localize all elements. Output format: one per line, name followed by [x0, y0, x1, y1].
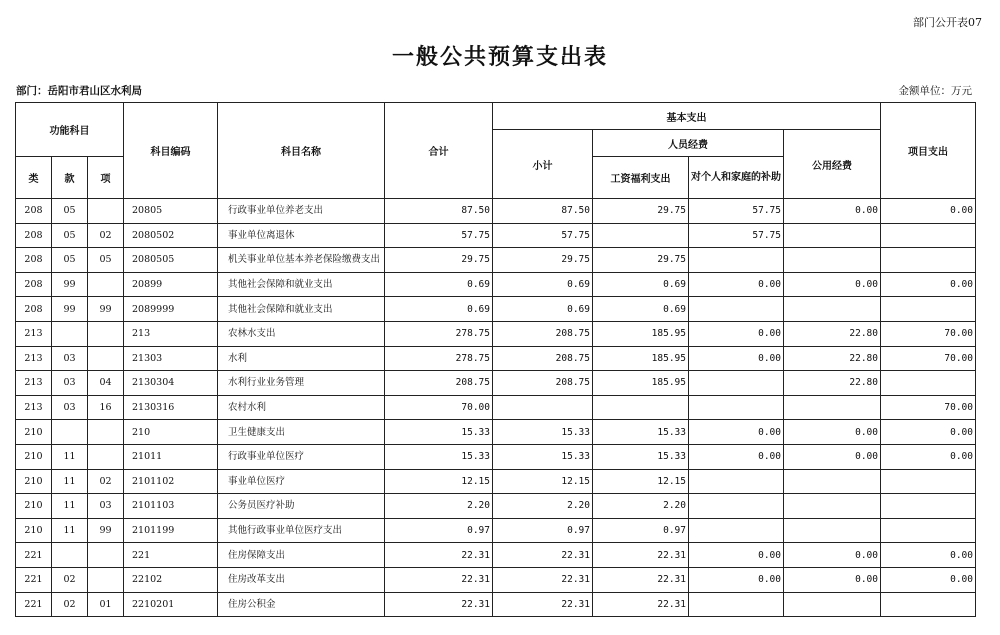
cell-lei: 221 [16, 567, 52, 592]
cell-code: 20805 [124, 199, 218, 224]
cell-lei: 208 [16, 223, 52, 248]
cell-xiang [88, 199, 124, 224]
table-row [16, 395, 976, 420]
cell-name: 住房保障支出 [218, 543, 385, 568]
cell-name: 行政事业单位养老支出 [218, 199, 385, 224]
cell-kuan [52, 321, 88, 346]
cell-code: 2130304 [124, 371, 218, 396]
cell-wages: 15.33 [593, 420, 689, 445]
cell-subtotal: 22.31 [493, 567, 593, 592]
table-row [16, 321, 976, 346]
cell-total: 0.69 [385, 297, 493, 322]
cell-total: 278.75 [385, 321, 493, 346]
header-total: 合计 [385, 103, 493, 199]
cell-subtotal: 29.75 [493, 248, 593, 273]
header-func-subject: 功能科目 [16, 103, 124, 157]
cell-wages: 12.15 [593, 469, 689, 494]
header-subtotal: 小计 [493, 130, 593, 199]
header-xiang: 项 [88, 157, 124, 199]
table-row [16, 371, 976, 396]
cell-lei: 213 [16, 321, 52, 346]
cell-lei: 210 [16, 444, 52, 469]
cell-project [881, 494, 976, 519]
cell-code: 2101103 [124, 494, 218, 519]
cell-name: 公务员医疗补助 [218, 494, 385, 519]
cell-xiang: 16 [88, 395, 124, 420]
cell-project [881, 592, 976, 617]
table-row [16, 567, 976, 592]
cell-project [881, 248, 976, 273]
cell-project: 70.00 [881, 321, 976, 346]
cell-kuan: 03 [52, 395, 88, 420]
cell-xiang: 04 [88, 371, 124, 396]
cell-subtotal: 87.50 [493, 199, 593, 224]
cell-lei: 213 [16, 371, 52, 396]
cell-total: 70.00 [385, 395, 493, 420]
cell-xiang: 99 [88, 297, 124, 322]
cell-xiang: 05 [88, 248, 124, 273]
cell-name: 事业单位医疗 [218, 469, 385, 494]
cell-wages: 185.95 [593, 321, 689, 346]
cell-project [881, 518, 976, 543]
cell-wages: 22.31 [593, 567, 689, 592]
cell-subtotal: 15.33 [493, 444, 593, 469]
cell-kuan: 05 [52, 248, 88, 273]
cell-name: 卫生健康支出 [218, 420, 385, 445]
cell-name: 水利行业业务管理 [218, 371, 385, 396]
table-row [16, 248, 976, 273]
cell-total: 0.69 [385, 272, 493, 297]
cell-total: 22.31 [385, 543, 493, 568]
cell-project: 0.00 [881, 272, 976, 297]
cell-kuan: 99 [52, 297, 88, 322]
cell-individual [689, 297, 784, 322]
department-label: 部门：岳阳市君山区水利局 [16, 85, 142, 97]
cell-lei: 213 [16, 395, 52, 420]
cell-public [784, 518, 881, 543]
cell-kuan [52, 543, 88, 568]
cell-code: 2101199 [124, 518, 218, 543]
header-name: 科目名称 [218, 103, 385, 199]
table-row [16, 272, 976, 297]
cell-name: 其他行政事业单位医疗支出 [218, 518, 385, 543]
cell-project: 0.00 [881, 567, 976, 592]
cell-public [784, 494, 881, 519]
cell-code: 213 [124, 321, 218, 346]
cell-wages [593, 395, 689, 420]
cell-project: 0.00 [881, 199, 976, 224]
cell-individual [689, 248, 784, 273]
cell-name: 其他社会保障和就业支出 [218, 297, 385, 322]
cell-subtotal: 0.69 [493, 272, 593, 297]
cell-public: 22.80 [784, 321, 881, 346]
cell-kuan: 11 [52, 469, 88, 494]
cell-individual: 0.00 [689, 272, 784, 297]
cell-code: 2130316 [124, 395, 218, 420]
cell-individual: 0.00 [689, 346, 784, 371]
cell-subtotal: 0.69 [493, 297, 593, 322]
cell-public: 22.80 [784, 346, 881, 371]
header-kuan: 款 [52, 157, 88, 199]
cell-project: 0.00 [881, 543, 976, 568]
cell-subtotal: 2.20 [493, 494, 593, 519]
cell-project: 70.00 [881, 346, 976, 371]
cell-kuan: 02 [52, 567, 88, 592]
cell-subtotal: 208.75 [493, 346, 593, 371]
cell-code: 2210201 [124, 592, 218, 617]
cell-kuan: 11 [52, 518, 88, 543]
cell-individual: 0.00 [689, 321, 784, 346]
cell-subtotal: 22.31 [493, 543, 593, 568]
cell-public [784, 297, 881, 322]
cell-individual: 0.00 [689, 567, 784, 592]
header-basic: 基本支出 [493, 103, 881, 130]
cell-xiang [88, 444, 124, 469]
table-body [16, 199, 976, 617]
cell-kuan: 11 [52, 444, 88, 469]
cell-code: 2089999 [124, 297, 218, 322]
cell-kuan: 03 [52, 371, 88, 396]
table-row [16, 223, 976, 248]
cell-subtotal: 208.75 [493, 371, 593, 396]
cell-xiang: 01 [88, 592, 124, 617]
cell-wages: 15.33 [593, 444, 689, 469]
cell-individual [689, 518, 784, 543]
cell-lei: 208 [16, 272, 52, 297]
cell-lei: 210 [16, 420, 52, 445]
cell-name: 其他社会保障和就业支出 [218, 272, 385, 297]
cell-name: 事业单位离退休 [218, 223, 385, 248]
cell-public [784, 395, 881, 420]
cell-kuan: 05 [52, 199, 88, 224]
cell-total: 12.15 [385, 469, 493, 494]
cell-individual [689, 592, 784, 617]
cell-subtotal: 208.75 [493, 321, 593, 346]
cell-total: 15.33 [385, 444, 493, 469]
table-row [16, 346, 976, 371]
cell-public: 0.00 [784, 199, 881, 224]
cell-wages: 29.75 [593, 199, 689, 224]
cell-xiang [88, 346, 124, 371]
cell-lei: 208 [16, 199, 52, 224]
cell-name: 行政事业单位医疗 [218, 444, 385, 469]
cell-lei: 221 [16, 543, 52, 568]
table-row [16, 199, 976, 224]
cell-subtotal: 57.75 [493, 223, 593, 248]
cell-public: 0.00 [784, 272, 881, 297]
cell-individual: 0.00 [689, 420, 784, 445]
cell-total: 57.75 [385, 223, 493, 248]
cell-wages: 22.31 [593, 543, 689, 568]
cell-wages [593, 223, 689, 248]
table-row [16, 297, 976, 322]
cell-total: 22.31 [385, 592, 493, 617]
page-title: 一般公共预算支出表 [391, 45, 608, 70]
cell-subtotal: 0.97 [493, 518, 593, 543]
table-row [16, 469, 976, 494]
header-lei: 类 [16, 157, 52, 199]
cell-project: 0.00 [881, 420, 976, 445]
header-public: 公用经费 [784, 130, 881, 199]
cell-code: 221 [124, 543, 218, 568]
cell-code: 2080505 [124, 248, 218, 273]
cell-public: 0.00 [784, 420, 881, 445]
cell-xiang [88, 321, 124, 346]
cell-total: 0.97 [385, 518, 493, 543]
cell-kuan [52, 420, 88, 445]
header-individual: 对个人和家庭的补助 [689, 157, 784, 199]
cell-xiang: 02 [88, 469, 124, 494]
cell-lei: 210 [16, 469, 52, 494]
cell-project [881, 371, 976, 396]
cell-project: 0.00 [881, 444, 976, 469]
cell-total: 15.33 [385, 420, 493, 445]
cell-code: 2101102 [124, 469, 218, 494]
cell-wages: 185.95 [593, 371, 689, 396]
cell-xiang [88, 543, 124, 568]
cell-project: 70.00 [881, 395, 976, 420]
cell-name: 住房改革支出 [218, 567, 385, 592]
cell-xiang [88, 420, 124, 445]
cell-code: 2080502 [124, 223, 218, 248]
cell-subtotal [493, 395, 593, 420]
cell-kuan: 05 [52, 223, 88, 248]
cell-individual: 0.00 [689, 543, 784, 568]
cell-lei: 208 [16, 297, 52, 322]
cell-public [784, 248, 881, 273]
cell-individual: 57.75 [689, 223, 784, 248]
cell-individual [689, 395, 784, 420]
header-personnel: 人员经费 [593, 130, 784, 157]
cell-total: 2.20 [385, 494, 493, 519]
cell-xiang [88, 567, 124, 592]
cell-code: 21011 [124, 444, 218, 469]
cell-project [881, 223, 976, 248]
cell-subtotal: 22.31 [493, 592, 593, 617]
cell-individual [689, 469, 784, 494]
cell-xiang: 99 [88, 518, 124, 543]
cell-total: 208.75 [385, 371, 493, 396]
table-row [16, 518, 976, 543]
cell-lei: 208 [16, 248, 52, 273]
cell-individual: 0.00 [689, 444, 784, 469]
cell-kuan: 11 [52, 494, 88, 519]
cell-wages: 2.20 [593, 494, 689, 519]
cell-name: 住房公积金 [218, 592, 385, 617]
cell-xiang [88, 272, 124, 297]
cell-kuan: 02 [52, 592, 88, 617]
cell-wages: 0.69 [593, 297, 689, 322]
cell-public [784, 592, 881, 617]
cell-individual: 57.75 [689, 199, 784, 224]
amount-unit-label: 金额单位：万元 [898, 85, 972, 97]
cell-public [784, 469, 881, 494]
cell-wages: 22.31 [593, 592, 689, 617]
cell-subtotal: 12.15 [493, 469, 593, 494]
cell-name: 农村水利 [218, 395, 385, 420]
cell-name: 农林水支出 [218, 321, 385, 346]
cell-kuan: 99 [52, 272, 88, 297]
cell-name: 机关事业单位基本养老保险缴费支出 [218, 248, 385, 273]
cell-public: 22.80 [784, 371, 881, 396]
cell-code: 21303 [124, 346, 218, 371]
table-row [16, 494, 976, 519]
cell-public: 0.00 [784, 444, 881, 469]
cell-public [784, 223, 881, 248]
header-project: 项目支出 [881, 103, 976, 199]
cell-wages: 0.97 [593, 518, 689, 543]
cell-code: 22102 [124, 567, 218, 592]
header-code: 科目编码 [124, 103, 218, 199]
cell-individual [689, 371, 784, 396]
header-wages: 工资福利支出 [593, 157, 689, 199]
cell-total: 22.31 [385, 567, 493, 592]
cell-individual [689, 494, 784, 519]
cell-project [881, 297, 976, 322]
cell-total: 29.75 [385, 248, 493, 273]
cell-wages: 185.95 [593, 346, 689, 371]
budget-expenditure-table [15, 102, 976, 617]
cell-wages: 29.75 [593, 248, 689, 273]
cell-total: 278.75 [385, 346, 493, 371]
cell-code: 210 [124, 420, 218, 445]
cell-public: 0.00 [784, 543, 881, 568]
cell-kuan: 03 [52, 346, 88, 371]
cell-lei: 221 [16, 592, 52, 617]
cell-subtotal: 15.33 [493, 420, 593, 445]
cell-xiang: 03 [88, 494, 124, 519]
cell-xiang: 02 [88, 223, 124, 248]
table-row [16, 444, 976, 469]
cell-code: 20899 [124, 272, 218, 297]
table-row [16, 592, 976, 617]
cell-lei: 213 [16, 346, 52, 371]
table-row [16, 420, 976, 445]
cell-total: 87.50 [385, 199, 493, 224]
cell-wages: 0.69 [593, 272, 689, 297]
form-number: 部门公开表07 [913, 16, 982, 29]
cell-public: 0.00 [784, 567, 881, 592]
cell-lei: 210 [16, 518, 52, 543]
table-row [16, 543, 976, 568]
cell-project [881, 469, 976, 494]
cell-name: 水利 [218, 346, 385, 371]
cell-lei: 210 [16, 494, 52, 519]
